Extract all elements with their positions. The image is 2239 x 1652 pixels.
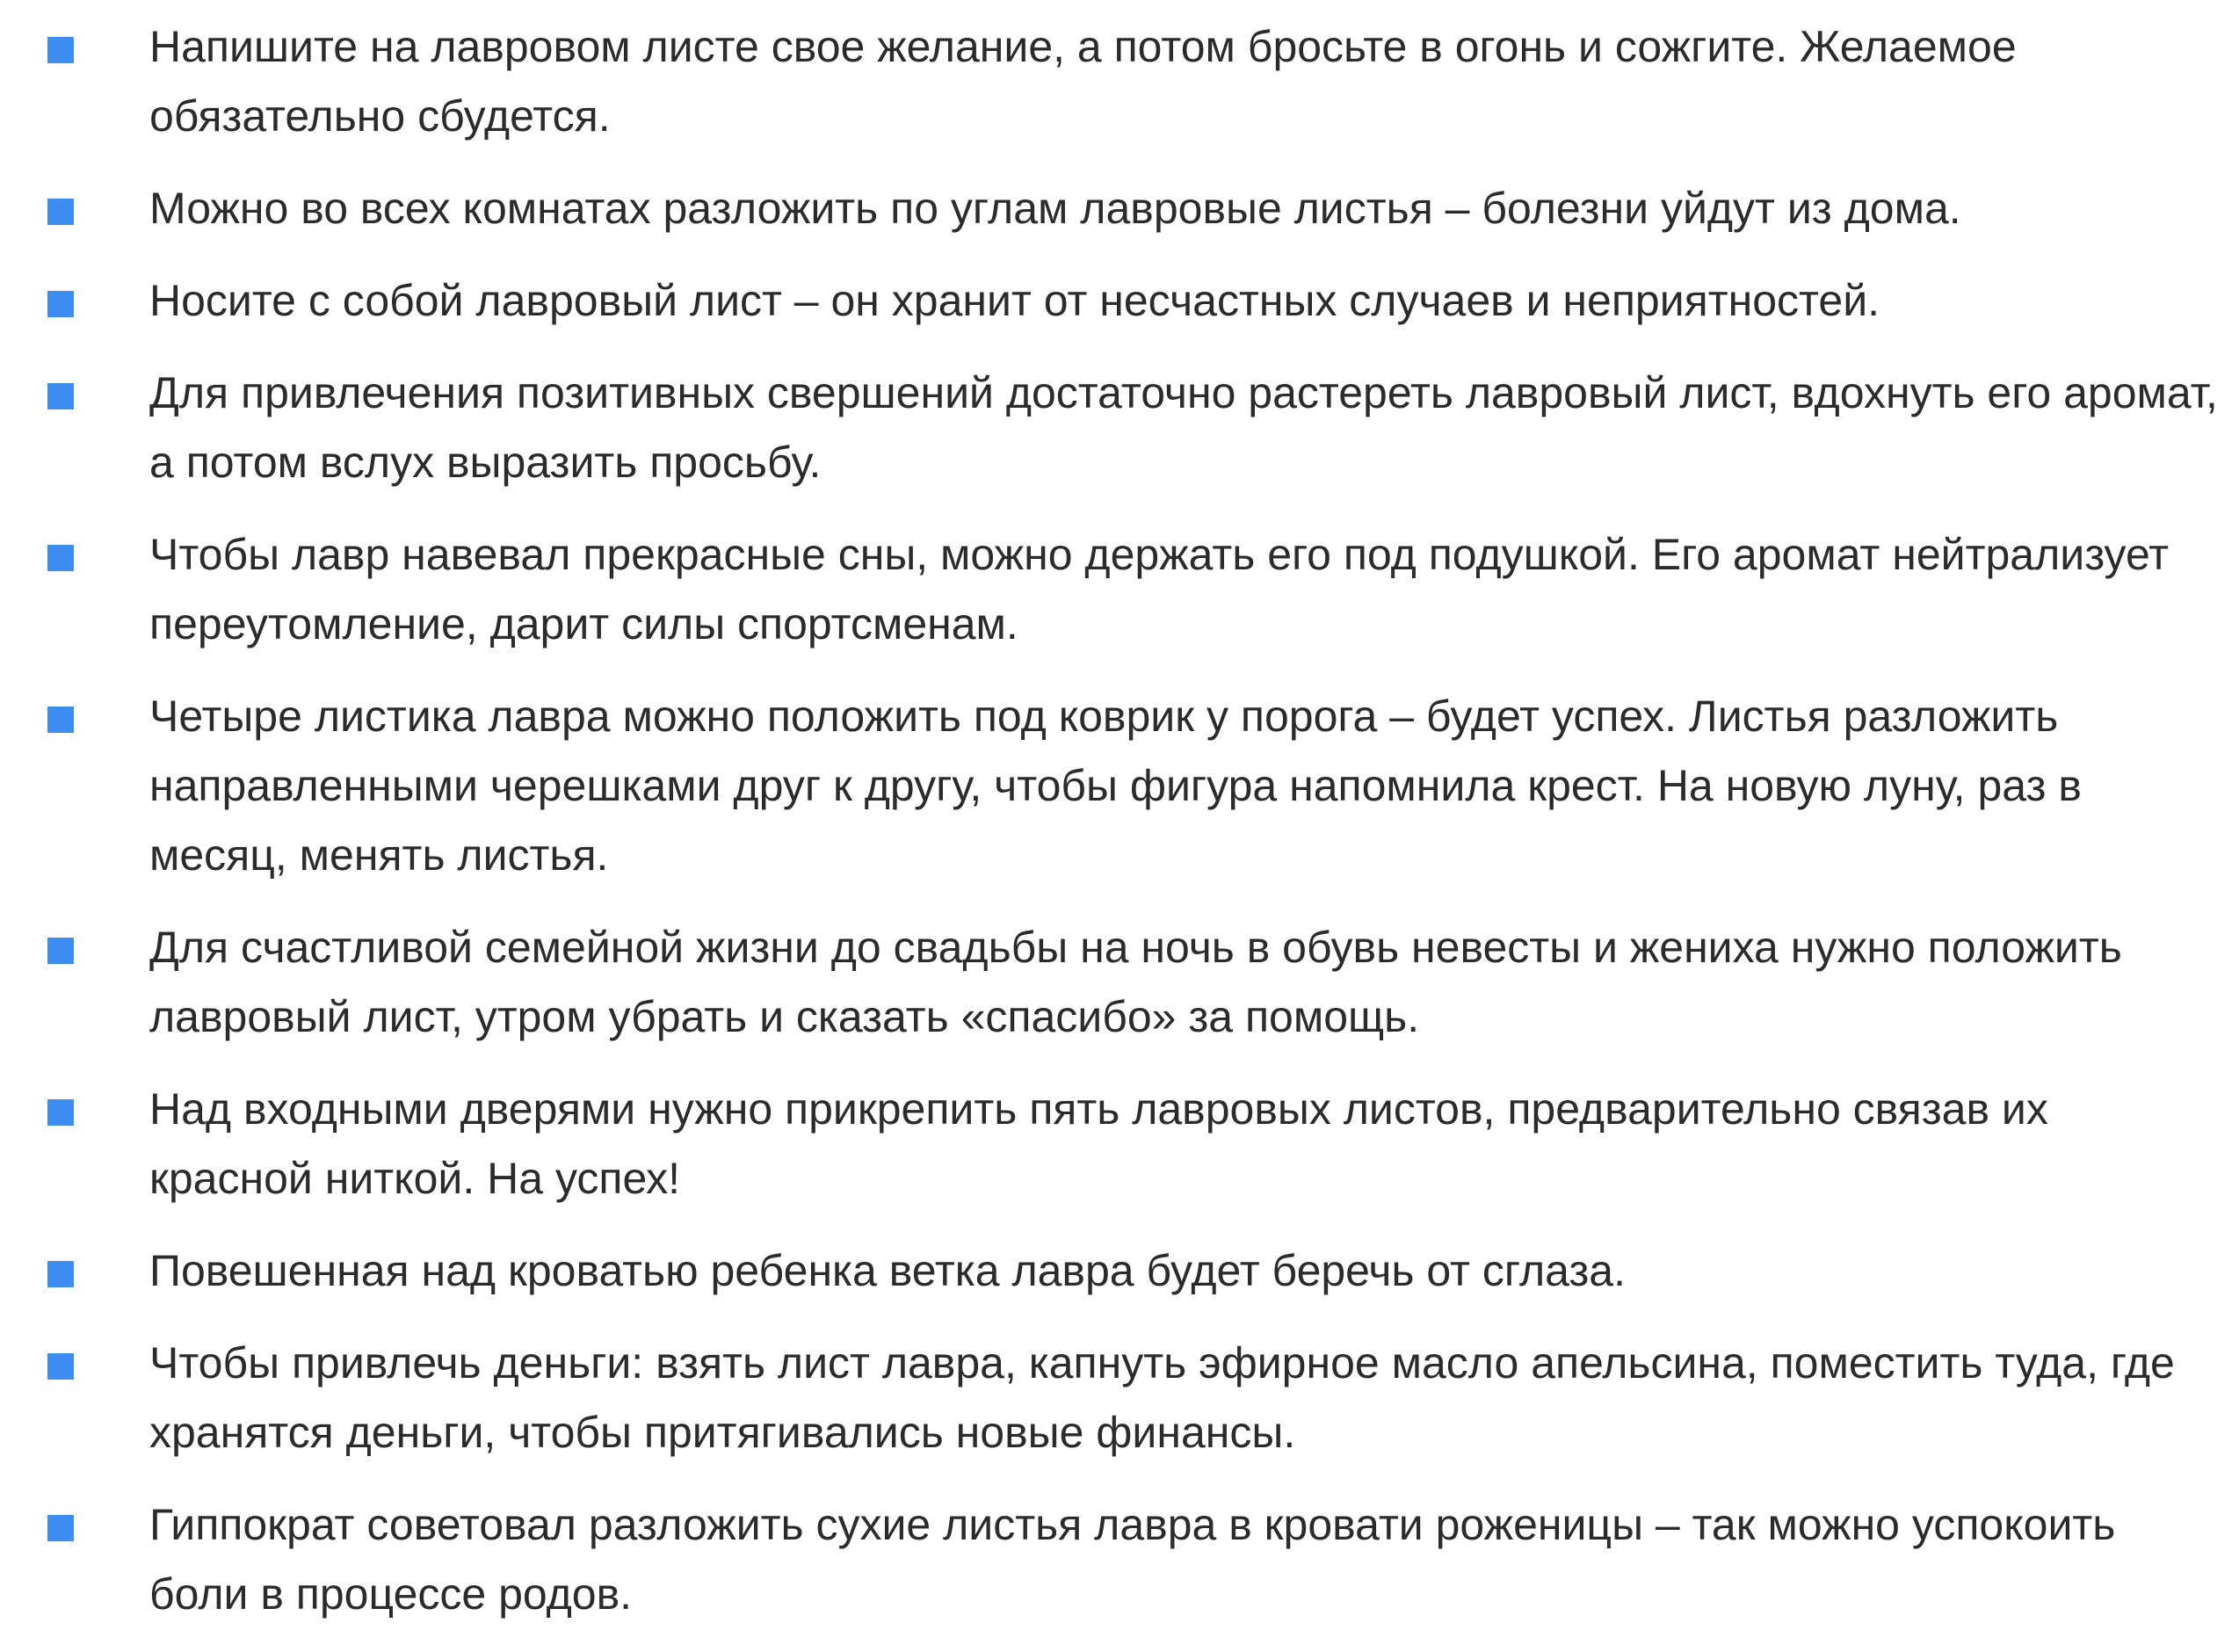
list-item [0,359,2239,497]
list-item [0,1490,2239,1629]
list-item-text: Гиппократ советовал разложить сухие листья лавра в кровати роженицы – так можно успокоить боли в процессе родов. [149,1500,2116,1619]
list-item-text: Чтобы привлечь деньги: взять лист лавра, капнуть эфирное масло апельсина, поместить туда, где хранятся деньги, чтобы притягивались новые финансы. [149,1338,2175,1457]
square-bullet-icon [47,1099,74,1126]
list-item-text: Напишите на лавровом листе свое желание, а потом бросьте в огонь и сожгите. Желаемое обязательно сбудется. [149,22,2017,141]
list-item [0,913,2239,1052]
square-bullet-icon [47,706,74,733]
list-item [0,1329,2239,1467]
square-bullet-icon [47,545,74,571]
list-item [0,682,2239,890]
list-item-text: Повешенная над кроватью ребенка ветка лавра будет беречь от сглаза. [149,1246,1627,1295]
list-item-text: Носите с собой лавровый лист – он хранит от несчастных случаев и неприятностей. [149,276,1880,325]
list-item-text: Для счастливой семейной жизни до свадьбы на ночь в обувь невесты и жениха нужно положить лавровый лист, утром убрать и сказать «спасибо» за помощь. [149,923,2122,1041]
square-bullet-icon [47,938,74,964]
list-item-text: Для привлечения позитивных свершений достаточно растереть лавровый лист, вдохнуть его аромат, а потом вслух выразить просьбу. [149,368,2218,487]
list-item-text: Над входными дверями нужно прикрепить пять лавровых листов, предварительно связав их красной ниткой. На успех! [149,1084,2048,1203]
list-item [0,1236,2239,1306]
list-item-text: Четыре листика лавра можно положить под коврик у порога – будет успех. Листья разложить направленными черешками друг к другу, чтобы фигура напомнила крест. На новую луну, раз в месяц, менять листья. [149,692,2082,880]
square-bullet-icon [47,37,74,63]
bullet-list [0,12,2239,1652]
square-bullet-icon [47,291,74,317]
list-item [0,266,2239,336]
list-item [0,520,2239,659]
square-bullet-icon [47,1515,74,1541]
square-bullet-icon [47,383,74,409]
square-bullet-icon [47,199,74,225]
list-item [0,1075,2239,1214]
list-item-text: Чтобы лавр навевал прекрасные сны, можно держать его под подушкой. Его аромат нейтрализует переутомление, дарит силы спортсменам. [149,530,2170,648]
square-bullet-icon [47,1261,74,1287]
list-item [0,174,2239,243]
square-bullet-icon [47,1353,74,1380]
list-item-text: Можно во всех комнатах разложить по углам лавровые листья – болезни уйдут из дома. [149,184,1961,233]
list-item [0,12,2239,151]
